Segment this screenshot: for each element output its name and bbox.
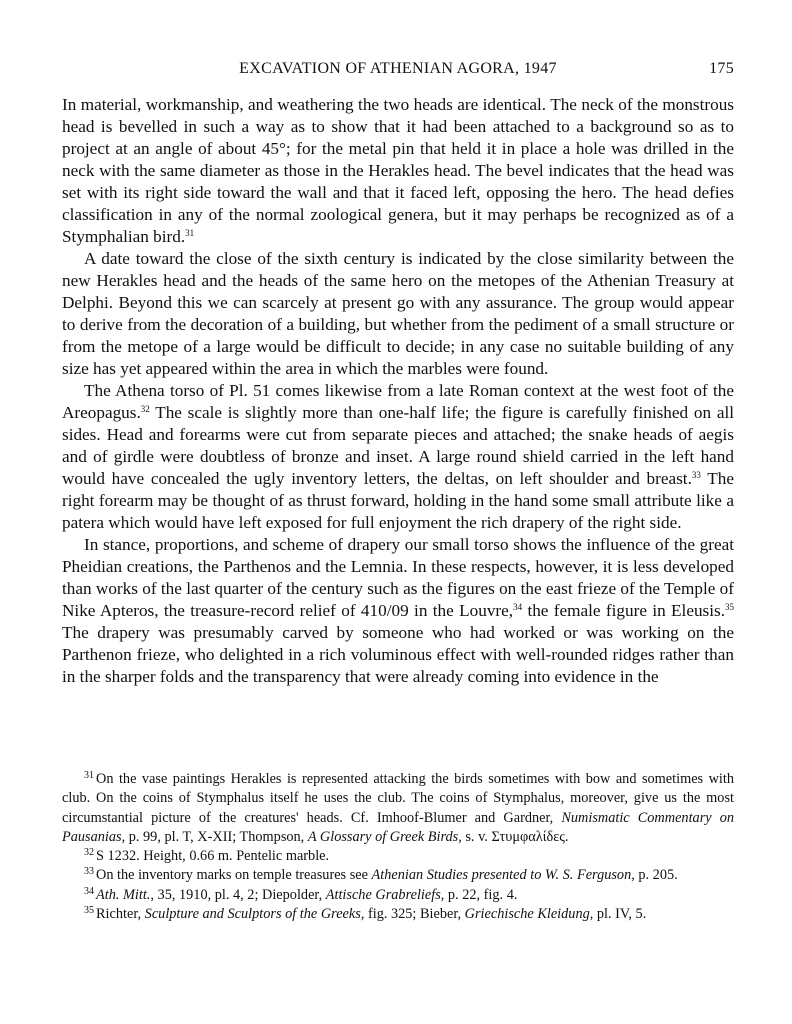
- footnote-number: 34: [84, 885, 94, 897]
- footnote-citation-title: Griechische Kleidung: [464, 906, 590, 923]
- footnote-number: 33: [84, 866, 94, 878]
- footnote-ref-32[interactable]: 32: [140, 404, 150, 414]
- footnote-ref-31[interactable]: 31: [185, 228, 195, 238]
- paragraph-1: [62, 94, 734, 248]
- footnote-number: 32: [84, 847, 94, 859]
- paragraph-2: [62, 248, 734, 380]
- footnote-text: , pl. IV, 5.: [589, 906, 647, 923]
- running-title: EXCAVATION OF ATHENIAN AGORA, 1947: [239, 60, 557, 77]
- footnote-citation-title: Ath. Mitt.: [96, 886, 151, 903]
- footnote-text: , fig. 325; Bieber,: [360, 906, 465, 923]
- footnote-citation-title: Attische Grabreliefs: [325, 886, 441, 903]
- paragraph-text: In material, workmanship, and weathering the two heads are identical. The neck of the monstrous head is bevelled in such a way as to show that it had been attached to a background so as to project at an angle of about 45°; for the metal pin that held it in place a hole was drilled in the neck with the same diameter as those in the Herakles head. The bevel indicates that the head was set with its right side toward the wall and that it faced left, opposing the hero. The head defies classification in any of the normal zoological genera, but it may perhaps be recognized as of a Stymphalian bird.: [62, 95, 734, 246]
- footnote-citation-title: A Glossary of Greek Birds: [307, 828, 459, 845]
- paragraph-text: A date toward the close of the sixth century is indicated by the close similarity between the new Herakles head and the heads of the same hero on the metopes of the Athenian Treasury at Delphi. Beyond this we can scarcely at present go with any assurance. The group would appear to derive from the decoration of a building, but whether from the pediment of a small structure or from the metope of a large would be difficult to decide; in any case no suitable building of any size has yet appeared within the area in which the marbles were found.: [62, 249, 734, 378]
- footnote-33: [62, 866, 734, 885]
- footnote-number: 35: [84, 905, 94, 917]
- footnotes: [62, 770, 734, 924]
- paragraph-3: [62, 380, 734, 534]
- footnote-text: , 35, 1910, pl. 4, 2; Diepolder,: [150, 886, 326, 903]
- footnote-citation-title: Sculpture and Sculptors of the Greeks: [144, 906, 361, 923]
- footnote-text: S 1232. Height, 0.66 m. Pentelic marble.: [96, 848, 330, 865]
- footnote-text: On the vase paintings Herakles is represented attacking the birds sometimes with bow and sometimes with club. On the coins of Stymphalus itself he uses the club. The coins of Stymphalus, moreover, give us the most circumstantial picture of the creatures' heads. Cf. Imhoof-Blumer and Gardner,: [62, 771, 734, 826]
- footnote-31: [62, 770, 734, 847]
- footnote-text: On the inventory marks on temple treasures see: [96, 867, 372, 884]
- footnote-citation-title: Athenian Studies presented to W. S. Ferguson: [371, 867, 632, 884]
- page-number: 175: [709, 60, 734, 77]
- footnote-number: 31: [84, 770, 94, 781]
- footnote-ref-35[interactable]: 35: [725, 602, 735, 612]
- footnote-citation-title: Numismatic Commentary on Pausanias: [62, 809, 734, 845]
- footnote-ref-34[interactable]: 34: [513, 602, 523, 612]
- paragraph-text: The right forearm may be thought of as thrust forward, holding in the hand some small attribute like a patera which would have left exposed for full enjoyment the rich drapery of the right side.: [62, 469, 734, 532]
- footnote-32: [62, 847, 734, 866]
- footnote-text: , p. 205.: [631, 867, 678, 884]
- footnote-text: Richter,: [96, 906, 145, 923]
- paragraph-text: The scale is slightly more than one-half life; the figure is carefully finished on all sides. Head and forearms were cut from separate pieces and attached; the snake heads of aegis and of girdle were doubtless of bronze and inset. A large round shield carried in the left hand would have concealed the ugly inventory letters, the deltas, on left shoulder and breast.: [62, 403, 734, 488]
- footnote-35: [62, 905, 734, 924]
- paragraph-text: The Athena torso of Pl. 51 comes likewise from a late Roman context at the west foot of the Areopagus.: [62, 381, 734, 422]
- footnote-34: [62, 886, 734, 905]
- paragraph-text: In stance, proportions, and scheme of drapery our small torso shows the influence of the great Pheidian creations, the Parthenos and the Lemnia. In these respects, however, it is less developed than works of the last quarter of the century such as the figures on the east frieze of the Temple of Nike Apteros, the treasure-record relief of 410/09 in the Louvre,: [62, 535, 734, 620]
- paragraph-4: [62, 534, 734, 688]
- footnote-ref-33[interactable]: 33: [691, 470, 701, 480]
- paragraph-text: the female figure in Eleusis.: [522, 601, 726, 620]
- paragraph-text: The drapery was presumably carved by someone who had worked or was working on the Parthenon frieze, who delighted in a rich voluminous effect with well-rounded ridges rather than in the sharper folds and the transparency that were already coming into evidence in the: [62, 623, 734, 686]
- body-text: [62, 94, 734, 688]
- footnote-text: , s. v. Στυμφαλίδες.: [458, 828, 569, 845]
- footnote-text: , p. 99, pl. T, X-XII; Thompson,: [121, 828, 308, 845]
- footnote-text: , p. 22, fig. 4.: [440, 886, 518, 903]
- running-head: [62, 60, 734, 82]
